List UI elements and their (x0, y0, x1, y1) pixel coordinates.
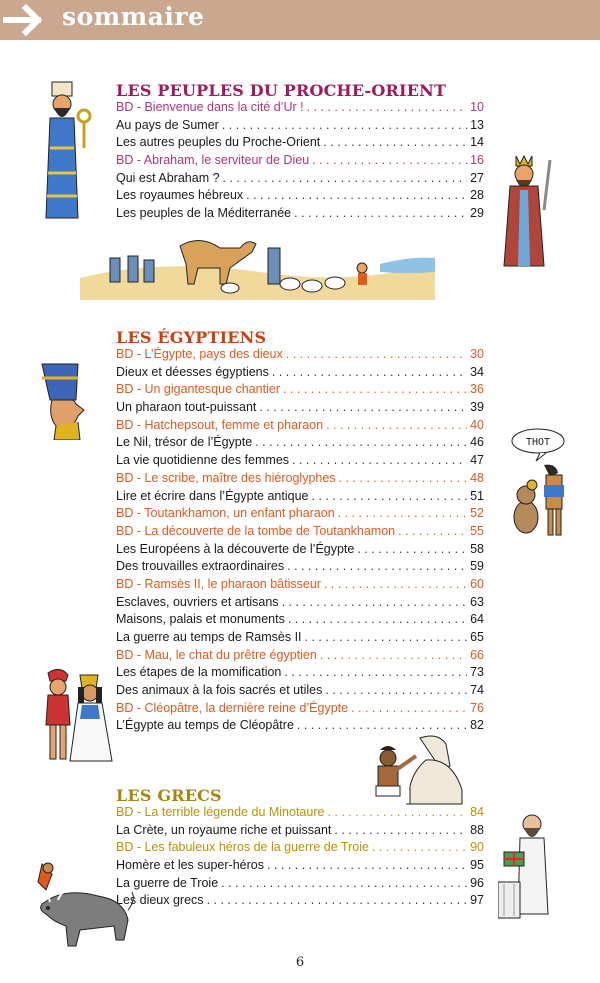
cleopatra-caesar-illustration (38, 665, 118, 765)
page-title: sommaire (62, 2, 205, 31)
toc-entry-title: BD - La terrible légende du Minotaure (116, 805, 325, 819)
toc-leader-dots (324, 577, 467, 591)
toc-entry-page: 51 (470, 488, 484, 503)
toc-entry-page: 96 (470, 875, 484, 890)
toc-entry[interactable] (116, 876, 484, 894)
toc-entry[interactable] (116, 524, 484, 542)
nefertiti-illustration (32, 360, 104, 440)
toc-leader-dots (283, 382, 467, 396)
toc-entry-title: Un pharaon tout-puissant (116, 400, 257, 415)
toc-entry-page: 95 (470, 858, 484, 873)
section-title-egyptiens: LES ÉGYPTIENS (116, 328, 267, 347)
toc-entry-title: Homère et les super-héros (116, 858, 264, 873)
toc-leader-dots (286, 347, 467, 361)
toc-entry-page: 47 (470, 453, 484, 468)
toc-entry-page: 90 (470, 840, 484, 855)
toc-entry-page: 59 (470, 559, 484, 574)
toc-entry-page: 28 (470, 188, 484, 203)
toc-list-grecs (116, 805, 484, 911)
toc-entry-page: 58 (470, 541, 484, 556)
toc-leader-dots (351, 701, 467, 715)
toc-entry[interactable] (116, 542, 484, 560)
toc-entry[interactable] (116, 489, 484, 507)
toc-leader-dots (334, 823, 467, 837)
sphinx-illustration (370, 730, 465, 810)
toc-leader-dots (284, 665, 467, 679)
toc-leader-dots (292, 453, 467, 467)
arrow-right-icon (0, 0, 48, 40)
toc-entry-title: BD - Les fabuleux héros de la guerre de Troie (116, 840, 369, 855)
toc-entry[interactable] (116, 858, 484, 876)
toc-leader-dots (267, 858, 467, 872)
toc-entry-page: 60 (470, 576, 484, 591)
toc-entry[interactable] (116, 188, 484, 206)
thoth-illustration (500, 425, 580, 540)
toc-leader-dots (398, 524, 467, 538)
toc-entry[interactable] (116, 471, 484, 489)
toc-entry[interactable] (116, 840, 484, 858)
toc-leader-dots (221, 876, 467, 890)
toc-entry[interactable] (116, 118, 484, 136)
toc-entry-title: Des trouvailles extraordinaires (116, 559, 285, 574)
toc-entry-page: 65 (470, 630, 484, 644)
toc-entry-page: 30 (470, 347, 484, 361)
toc-entry-title: BD - Mau, le chat du prêtre égyptien (116, 647, 317, 662)
toc-entry-title: BD - Toutankhamon, un enfant pharaon (116, 506, 335, 521)
section-title-grecs: LES GRECS (116, 786, 222, 805)
toc-entry[interactable] (116, 506, 484, 524)
toc-leader-dots (223, 171, 468, 185)
toc-entry-title: BD - L’Égypte, pays des dieux (116, 347, 283, 361)
toc-entry-page: 14 (470, 135, 484, 150)
toc-leader-dots (311, 489, 467, 503)
toc-entry-page: 66 (470, 647, 484, 662)
toc-leader-dots (320, 648, 467, 662)
toc-entry[interactable] (116, 100, 484, 118)
toc-entry[interactable] (116, 171, 484, 189)
toc-entry-page: 64 (470, 612, 484, 627)
toc-entry[interactable] (116, 577, 484, 595)
toc-entry-title: BD - Le scribe, maître des hiéroglyphes (116, 470, 336, 485)
toc-entry-page: 97 (470, 893, 484, 908)
toc-entry[interactable] (116, 630, 484, 648)
toc-leader-dots (326, 418, 467, 432)
toc-entry-title: BD - Hatchepsout, femme et pharaon (116, 417, 324, 432)
toc-entry-title: Des animaux à la fois sacrés et utiles (116, 683, 323, 698)
toc-leader-dots (282, 595, 468, 609)
toc-entry-page: 84 (470, 805, 484, 819)
toc-entry-title: BD - Cléopâtre, la dernière reine d’Égypte (116, 700, 349, 715)
toc-leader-dots (338, 506, 467, 520)
toc-entry[interactable] (116, 206, 484, 224)
toc-entry-page: 10 (470, 100, 484, 114)
toc-entry[interactable] (116, 418, 484, 436)
minotaur-bull-illustration (28, 860, 138, 955)
toc-entry-title: BD - La découverte de la tombe de Toutankhamon (116, 523, 396, 538)
toc-entry[interactable] (116, 382, 484, 400)
toc-entry-title: Lire et écrire dans l’Égypte antique (116, 488, 309, 503)
thot-speech-text: THOT (525, 437, 551, 448)
toc-leader-dots (325, 683, 467, 697)
toc-entry-page: 55 (470, 523, 484, 538)
toc-entry-title: BD - Ramsès II, le pharaon bâtisseur (116, 576, 321, 591)
toc-entry[interactable] (116, 823, 484, 841)
toc-entry-title: BD - Abraham, le serviteur de Dieu (116, 153, 310, 168)
toc-leader-dots (255, 435, 467, 449)
toc-entry[interactable] (116, 665, 484, 683)
caravan-illustration (80, 228, 435, 300)
hebrew-king-illustration (498, 150, 560, 270)
toc-entry-title: Les peuples de la Méditerranée (116, 206, 292, 221)
toc-leader-dots (294, 206, 467, 220)
toc-entry-page: 40 (470, 417, 484, 432)
toc-entry-title: Dieux et déesses égyptiens (116, 364, 269, 379)
toc-entry[interactable] (116, 135, 484, 153)
toc-leader-dots (323, 135, 467, 149)
toc-entry-page: 29 (470, 206, 484, 221)
toc-entry-page: 46 (470, 435, 484, 450)
toc-entry[interactable] (116, 893, 484, 911)
toc-leader-dots (207, 893, 468, 907)
toc-entry-title: La Crète, un royaume riche et puissant (116, 822, 332, 837)
toc-entry-title: Au pays de Sumer (116, 117, 219, 132)
toc-entry-page: 76 (470, 700, 484, 715)
toc-entry-title: Les étapes de la momification (116, 665, 282, 680)
toc-entry-title: Les royaumes hébreux (116, 188, 244, 203)
toc-entry-title: L’Égypte au temps de Cléopâtre (116, 718, 294, 733)
toc-entry[interactable] (116, 435, 484, 453)
toc-leader-dots (222, 118, 467, 132)
toc-list-proche-orient (116, 100, 484, 224)
toc-entry[interactable] (116, 559, 484, 577)
toc-entry-page: 74 (470, 683, 484, 698)
toc-list-egyptiens (116, 347, 484, 736)
toc-entry[interactable] (116, 612, 484, 630)
toc-leader-dots (339, 471, 468, 485)
toc-entry[interactable] (116, 400, 484, 418)
toc-entry-title: BD - Bienvenue dans la cité d’Ur ! (116, 100, 304, 114)
toc-leader-dots (287, 559, 467, 573)
page-number: 6 (295, 955, 305, 970)
toc-entry-page: 36 (470, 382, 484, 397)
toc-entry-page: 39 (470, 400, 484, 415)
toc-entry-title: Qui est Abraham ? (116, 170, 220, 185)
toc-leader-dots (272, 365, 467, 379)
toc-entry-title: Les Européens à la découverte de l’Égypte (116, 541, 355, 556)
toc-entry-title: Les autres peuples du Proche-Orient (116, 135, 321, 150)
toc-entry[interactable] (116, 365, 484, 383)
toc-entry[interactable] (116, 648, 484, 666)
toc-entry-page: 27 (470, 170, 484, 185)
toc-entry-title: BD - Un gigantesque chantier (116, 382, 280, 397)
toc-entry-page: 48 (470, 470, 484, 485)
toc-entry-title: La vie quotidienne des femmes (116, 453, 290, 468)
toc-entry[interactable] (116, 347, 484, 365)
toc-entry-title: Le Nil, trésor de l’Égypte (116, 435, 253, 450)
toc-entry-page: 34 (470, 364, 484, 379)
toc-entry-page: 13 (470, 117, 484, 132)
toc-leader-dots (312, 153, 467, 167)
toc-leader-dots (259, 400, 467, 414)
toc-entry-title: Les dieux grecs (116, 893, 204, 908)
section-title-proche-orient: LES PEUPLES DU PROCHE-ORIENT (116, 81, 447, 100)
toc-entry[interactable] (116, 595, 484, 613)
toc-entry-title: La guerre de Troie (116, 875, 219, 890)
toc-leader-dots (288, 612, 467, 626)
toc-entry-page: 16 (470, 153, 484, 168)
toc-leader-dots (246, 188, 467, 202)
assyrian-king-illustration (38, 78, 100, 228)
toc-entry[interactable] (116, 701, 484, 719)
toc-entry[interactable] (116, 683, 484, 701)
toc-entry-page: 82 (470, 718, 484, 733)
toc-entry-title: La guerre au temps de Ramsès II (116, 630, 302, 644)
toc-entry-page: 52 (470, 506, 484, 521)
toc-entry-page: 63 (470, 594, 484, 609)
toc-entry[interactable] (116, 153, 484, 171)
toc-entry-page: 73 (470, 665, 484, 680)
toc-entry-title: Maisons, palais et monuments (116, 612, 285, 627)
toc-leader-dots (372, 840, 467, 854)
toc-leader-dots (305, 630, 468, 644)
toc-leader-dots (357, 542, 467, 556)
toc-entry-title: Esclaves, ouvriers et artisans (116, 594, 279, 609)
greek-gods-illustration (498, 812, 560, 920)
toc-entry[interactable] (116, 453, 484, 471)
toc-entry-page: 88 (470, 822, 484, 837)
toc-leader-dots (307, 100, 468, 114)
